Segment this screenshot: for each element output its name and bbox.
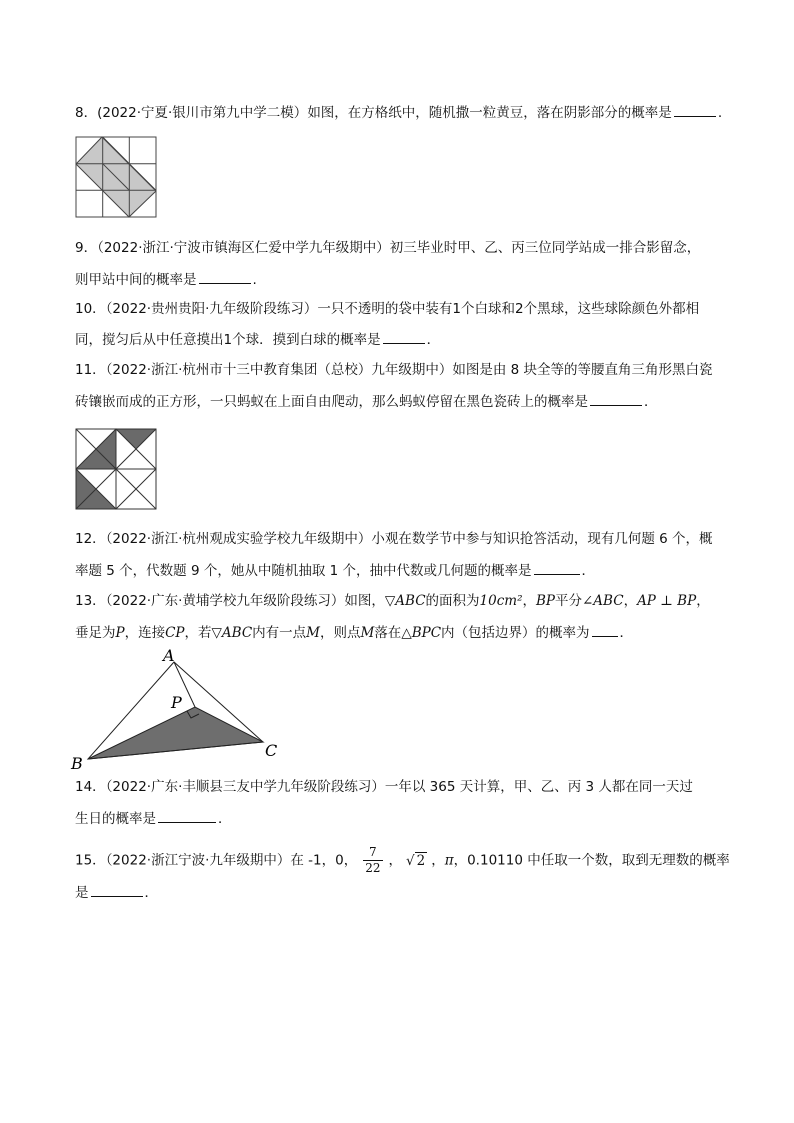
- question-9-line-2: [75, 270, 257, 289]
- triangle-figure-q13: [65, 645, 290, 770]
- punctuation: ．: [426, 332, 441, 348]
- question-source: （2022·广东·丰顺县三友中学九年级阶段练习）: [105, 779, 385, 795]
- radicand: 2: [416, 852, 426, 869]
- fraction-denominator: 22: [365, 861, 381, 875]
- punctuation: ．: [218, 811, 232, 827]
- answer-blank[interactable]: [91, 883, 143, 897]
- answer-blank[interactable]: [199, 270, 251, 284]
- shaded-triangle-bpc: [88, 707, 263, 759]
- math-point: M: [306, 625, 320, 641]
- grid-figure-q8: [75, 136, 157, 218]
- label-b: B: [71, 754, 83, 770]
- question-text: 则甲站中间的概率是: [75, 272, 197, 288]
- punctuation: ．: [144, 885, 158, 901]
- answer-blank[interactable]: [590, 392, 642, 406]
- question-text: 生日的概率是: [75, 811, 156, 827]
- punctuation: .: [252, 272, 257, 288]
- question-source: （2022·贵州贵阳·九年级阶段练习）: [105, 301, 318, 317]
- answer-blank[interactable]: [534, 561, 580, 575]
- math-point: M: [360, 625, 375, 641]
- question-8-line-1: [75, 103, 722, 122]
- math-segment: CP: [165, 625, 185, 641]
- question-text: 砖镶嵌而成的正方形，一只蚂蚁在上面自由爬动，那么蚂蚁停留在黑色瓷砖上的概率是: [75, 394, 588, 410]
- math-triangle: ▽ABC: [211, 625, 253, 641]
- punctuation: ，: [522, 593, 536, 609]
- label-p: P: [171, 693, 182, 712]
- question-text: ，若: [184, 625, 212, 641]
- question-13-line-1: [75, 592, 710, 610]
- question-11-line-1: [75, 361, 713, 379]
- punctuation: ．: [619, 625, 634, 641]
- question-source: (2022·宁夏·银川市第九中学二模）: [97, 105, 308, 121]
- punctuation: ，: [696, 593, 710, 609]
- question-source: （2022·浙江·杭州市十三中教育集团（总校）九年级期中）: [105, 362, 453, 378]
- math-point: P: [115, 625, 125, 641]
- question-number: 10．: [75, 301, 106, 317]
- math-segment: BP: [535, 593, 555, 609]
- punctuation: ，: [623, 593, 638, 609]
- math-angle: ∠ABC: [582, 593, 624, 609]
- question-14-line-1: [75, 778, 693, 796]
- math-pi: π: [444, 852, 454, 869]
- question-text: ，0.10110 中任取一个数，取到无理数的概率: [453, 852, 730, 869]
- question-text: 率题 5 个，代数题 9 个，她从中随机抽取 1 个，抽中代数或几何题的概率是: [75, 563, 532, 579]
- question-text: 在 -1，0，: [290, 852, 358, 869]
- math-area: 10cm²: [479, 593, 523, 609]
- question-text: 如图，: [344, 593, 385, 609]
- math-triangle: △BPC: [401, 625, 442, 641]
- answer-blank[interactable]: [383, 330, 425, 344]
- punctuation: ，: [431, 852, 445, 869]
- question-13-line-2: [75, 623, 633, 642]
- question-text: 是: [75, 885, 89, 901]
- question-source: （2022·浙江·宁波市镇海区仁爱中学九年级期中）: [97, 240, 390, 256]
- question-number: 15．: [75, 852, 106, 869]
- question-text: 垂足为: [75, 625, 116, 641]
- question-text: 落在: [374, 625, 402, 641]
- question-text: 一年以 365 天计算，甲、乙、丙 3 人都在同一天过: [384, 779, 693, 795]
- label-c: C: [265, 741, 278, 760]
- black-tile: [116, 429, 156, 449]
- question-number: 12．: [75, 531, 106, 547]
- question-10-line-1: [75, 300, 699, 318]
- question-10-line-2: [75, 330, 440, 349]
- question-source: （2022·广东·黄埔学校九年级阶段练习）: [105, 593, 345, 609]
- punctuation: ．: [581, 563, 596, 579]
- sqrt-2: √ 2: [406, 852, 426, 869]
- label-a: A: [163, 646, 175, 665]
- question-11-line-2: [75, 392, 658, 411]
- question-text: 小观在数学节中参与知识抢答活动，现有几何题 6 个，概: [371, 531, 713, 547]
- answer-blank[interactable]: [158, 809, 216, 823]
- question-source: （2022·浙江·杭州观成实验学校九年级期中）: [105, 531, 372, 547]
- question-text: 内（包括边界）的概率为: [441, 625, 590, 641]
- question-text: ，连接: [124, 625, 166, 641]
- question-9-line-1: [75, 239, 700, 257]
- question-text: 一只不透明的袋中装有1个白球和2个黑球，这些球除颜色外都相: [317, 301, 700, 317]
- question-text: 初三毕业时甲、乙、丙三位同学站成一排合影留念，: [389, 240, 701, 256]
- question-12-line-1: [75, 530, 713, 548]
- question-15-line-1: [75, 845, 730, 876]
- punctuation: ，: [388, 852, 403, 869]
- question-text: 的面积为: [425, 593, 480, 609]
- math-perpendicular: AP ⊥ BP: [637, 593, 697, 609]
- punctuation: ．: [644, 394, 658, 410]
- answer-blank[interactable]: [674, 103, 716, 117]
- answer-blank[interactable]: [592, 623, 618, 637]
- question-12-line-2: [75, 561, 595, 580]
- question-text: 如图，在方格纸中，随机撒一粒黄豆，落在阴影部分的概率是: [307, 105, 672, 121]
- math-triangle: ▽ABC: [384, 593, 426, 609]
- punctuation: .: [717, 105, 723, 121]
- question-text: 平分: [555, 593, 582, 609]
- question-14-line-2: [75, 809, 232, 828]
- fraction-numerator: 7: [363, 845, 382, 861]
- question-number: 9．: [75, 240, 98, 256]
- question-number: 13．: [75, 593, 106, 609]
- question-text: 内有一点: [252, 625, 307, 641]
- fraction-7-22: [363, 845, 382, 876]
- question-text: ，则点: [319, 625, 361, 641]
- question-source: （2022·浙江宁波·九年级期中）: [105, 852, 291, 869]
- question-number: 11．: [75, 362, 106, 378]
- question-number: 8．: [75, 105, 98, 121]
- tile-square-figure-q11: [75, 428, 157, 510]
- question-text: 同，搅匀后从中任意摸出1个球．摸到白球的概率是: [75, 332, 381, 348]
- question-number: 14．: [75, 779, 106, 795]
- question-text: 如图是由 8 块全等的等腰直角三角形黑白瓷: [452, 362, 713, 378]
- question-15-line-2: [75, 883, 158, 902]
